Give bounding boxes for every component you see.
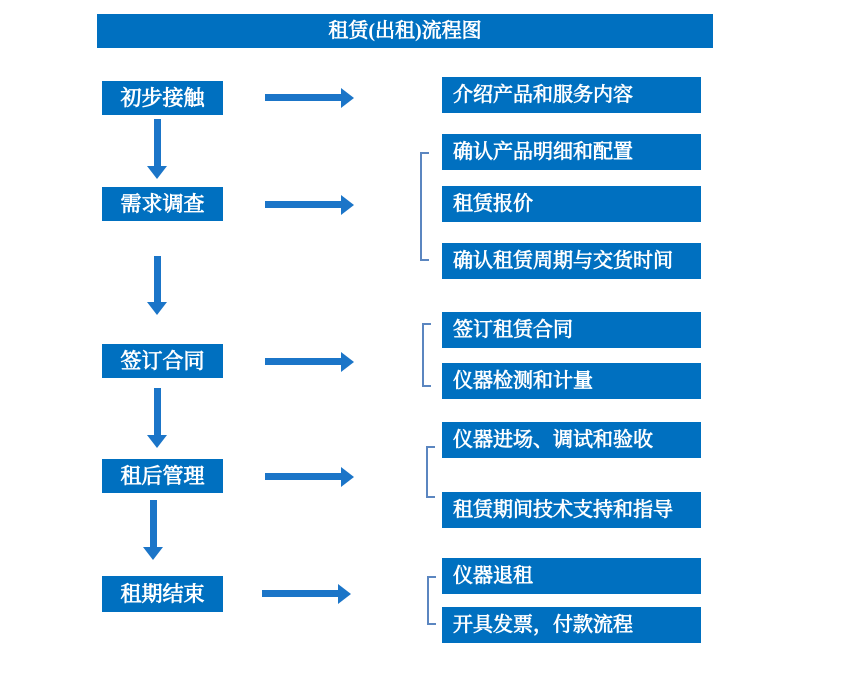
right-arrow-icon	[262, 590, 338, 597]
detail-instrument-install: 仪器进场、调试和验收	[442, 422, 701, 458]
detail-instrument-testing: 仪器检测和计量	[442, 363, 701, 399]
group-bracket	[422, 323, 431, 387]
right-arrow-icon	[265, 94, 341, 101]
detail-sign-rental-contract: 签订租赁合同	[442, 312, 701, 348]
right-arrow-icon	[265, 473, 341, 480]
step-demand-survey: 需求调查	[102, 187, 223, 221]
detail-introduce-products: 介绍产品和服务内容	[442, 77, 701, 113]
down-arrow-icon	[154, 119, 161, 166]
step-sign-contract: 签订合同	[102, 344, 223, 378]
detail-invoice-payment: 开具发票，付款流程	[442, 607, 701, 643]
right-arrow-icon	[265, 358, 341, 365]
step-lease-end: 租期结束	[102, 576, 223, 612]
step-post-rental-management: 租后管理	[102, 459, 223, 493]
flowchart-title: 租赁(出租)流程图	[97, 14, 713, 48]
detail-confirm-period: 确认租赁周期与交货时间	[442, 243, 701, 279]
group-bracket	[426, 446, 435, 498]
step-initial-contact: 初步接触	[102, 81, 223, 115]
detail-rental-quote: 租赁报价	[442, 186, 701, 222]
detail-confirm-product-spec: 确认产品明细和配置	[442, 134, 701, 170]
down-arrow-icon	[154, 388, 161, 435]
right-arrow-icon	[265, 201, 341, 208]
group-bracket	[427, 576, 436, 625]
down-arrow-icon	[154, 256, 161, 302]
down-arrow-icon	[150, 500, 157, 547]
group-bracket	[420, 152, 429, 261]
detail-tech-support: 租赁期间技术支持和指导	[442, 492, 701, 528]
detail-instrument-return: 仪器退租	[442, 558, 701, 594]
